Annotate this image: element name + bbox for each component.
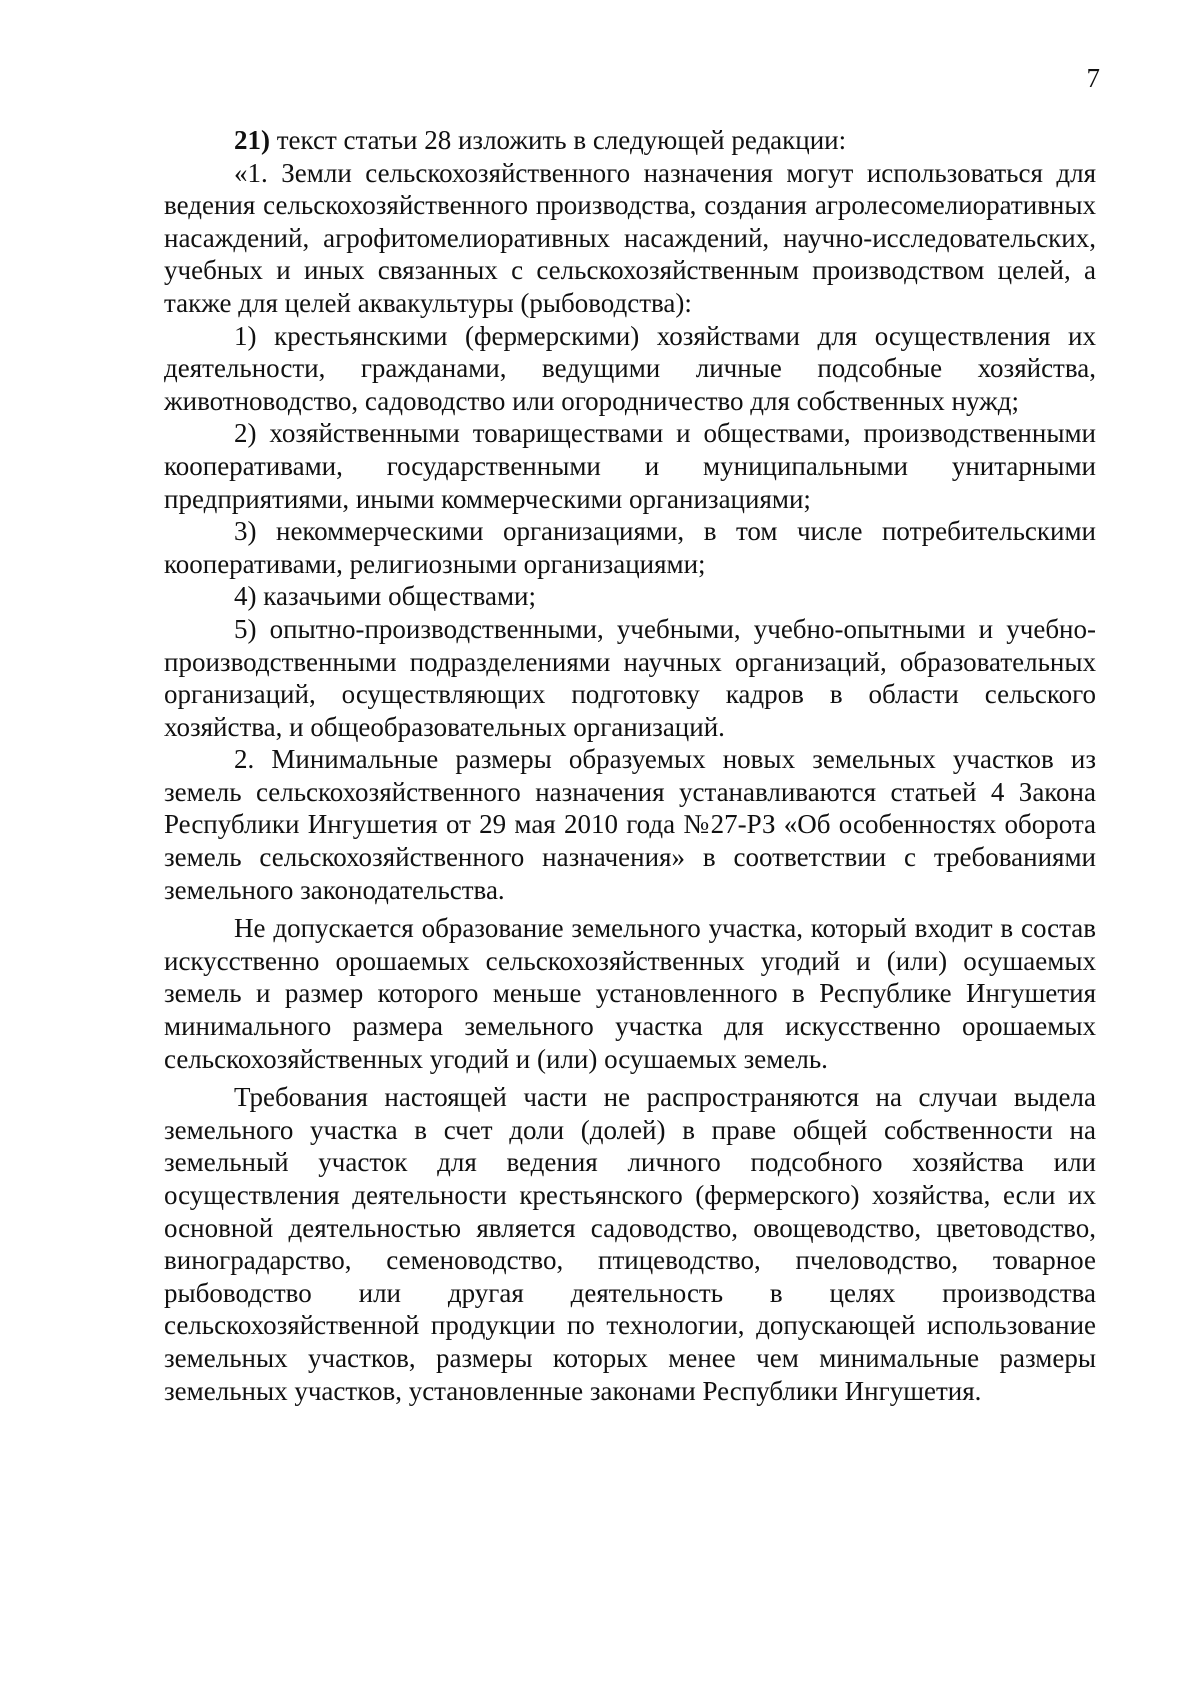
paragraph-item-21 — [164, 124, 1096, 157]
document-body — [164, 124, 1096, 1407]
paragraph-subitem-2: 2) хозяйственными товариществами и обществами, производственными кооперативами, государственными и муниципальными унитарными предприятиями, иными коммерческими организациями; — [164, 418, 1096, 514]
item-number: 21) — [234, 125, 270, 155]
paragraph-subitem-4: 4) казачьими обществами; — [234, 581, 537, 612]
paragraph-text: текст статьи 28 изложить в следующей редакции: — [270, 125, 847, 155]
page-number: 7 — [1086, 63, 1100, 93]
paragraph-article-28-part-2: 2. Минимальные размеры образуемых новых земельных участков из земель сельскохозяйственного назначения устанавливаются статьей 4 Закона Республики Ингушетия от 29 мая 2010 года №27-РЗ «Об особенностях оборота земель сельскохозяйственного назначения» в соответствии с требованиями земельного законодательства. — [164, 744, 1096, 905]
paragraph-exceptions: Требования настоящей части не распространяются на случаи выдела земельного участка в счет доли (долей) в праве общей собственности на земельный участок для ведения личного подсобного хозяйства или осуществления деятельности крестьянского (фермерского) хозяйства, если их основной деятельностью является садоводство, овощеводство, цветоводство, виноградарство, семеноводство, птицеводство, пчеловодство, товарное рыбоводство или другая деятельность в целях производства сельскохозяйственной продукции по технологии, допускающей использование земельных участков, размеры которых менее чем минимальные размеры земельных участков, установленные законами Республики Ингушетия. — [164, 1082, 1096, 1406]
paragraph-article-28-part-1: «1. Земли сельскохозяйственного назначения могут использоваться для ведения сельскохозяйственного производства, создания агролесомелиоративных насаждений, агрофитомелиоративных насаждений, научно-исследовательских, учебных и иных связанных с сельскохозяйственным производством целей, а также для целей аквакультуры (рыбоводства): — [164, 157, 1096, 318]
paragraph-prohibition: Не допускается образование земельного участка, который входит в состав искусственно орошаемых сельскохозяйственных угодий и (или) осушаемых земель и размер которого меньше установленного в Республике Ингушетия минимального размера земельного участка для искусственно орошаемых сельскохозяйственных угодий и (или) осушаемых земель. — [164, 913, 1096, 1074]
paragraph-subitem-5: 5) опытно-производственными, учебными, учебно-опытными и учебно-производственными подразделениями научных организаций, образовательных организаций, осуществляющих подготовку кадров в области сельского хозяйства, и общеобразовательных организаций. — [164, 613, 1096, 742]
paragraph-subitem-3: 3) некоммерческими организациями, в том числе потребительскими кооперативами, религиозными организациями; — [164, 516, 1096, 579]
paragraph-subitem-1: 1) крестьянскими (фермерскими) хозяйствами для осуществления их деятельности, гражданами, ведущими личные подсобные хозяйства, животноводство, садоводство или огородничество для собственных нужд; — [164, 320, 1096, 416]
